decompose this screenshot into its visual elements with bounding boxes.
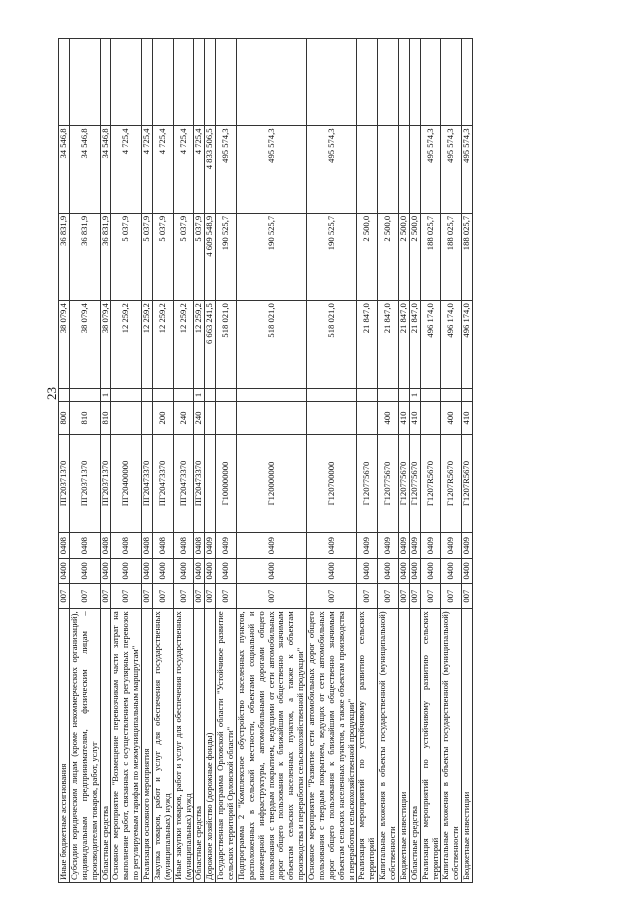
- row-amount-4: [357, 39, 378, 126]
- row-target-article: Г120775670: [357, 434, 378, 533]
- row-amount-2: 5 037,9: [111, 213, 142, 300]
- row-amount-3: [409, 126, 420, 213]
- row-amount-2: 188 025,7: [441, 213, 462, 300]
- row-amount-3: [378, 126, 399, 213]
- row-amount-4: [398, 39, 409, 126]
- row-section: 0400: [420, 558, 441, 583]
- row-grbs: 007: [357, 584, 378, 609]
- row-amount-4: [378, 39, 399, 126]
- row-subsection: 0408: [173, 533, 194, 558]
- row-amount-2: 2 500,0: [378, 213, 399, 300]
- row-source-flag: [111, 388, 142, 402]
- row-grbs: 007: [236, 584, 306, 609]
- row-name: Бюджетные инвестиции: [398, 609, 409, 883]
- row-amount-2: 188 025,7: [462, 213, 473, 300]
- row-amount-2: 5 037,9: [152, 213, 173, 300]
- row-expense-type: 810: [69, 402, 100, 434]
- row-subsection: 0408: [142, 533, 153, 558]
- row-amount-3: 495 574,3: [307, 126, 357, 213]
- row-amount-1: 12 259,2: [194, 301, 205, 388]
- row-expense-type: [236, 402, 306, 434]
- row-subsection: 0409: [462, 533, 473, 558]
- row-amount-4: [152, 39, 173, 126]
- row-name: Иные бюджетные ассигнования: [59, 609, 70, 883]
- row-target-article: ПГ20371370: [69, 434, 100, 533]
- row-amount-4: [142, 39, 153, 126]
- table-row: [216, 39, 237, 883]
- row-name: Реализация мероприятий по устойчивому развитию сельских территорий: [357, 609, 378, 883]
- table-row: [111, 39, 142, 883]
- row-expense-type: 410: [462, 402, 473, 434]
- row-amount-4: [441, 39, 462, 126]
- row-amount-1: 21 847,0: [398, 301, 409, 388]
- row-amount-1: 38 079,4: [59, 301, 70, 388]
- row-amount-3: 34 546,8: [100, 126, 111, 213]
- row-amount-4: [409, 39, 420, 126]
- table-row: [378, 39, 399, 883]
- row-source-flag: [69, 388, 100, 402]
- row-expense-type: [420, 402, 441, 434]
- row-section: 0400: [441, 558, 462, 583]
- row-section: 0400: [205, 558, 216, 583]
- row-amount-3: 495 574,3: [441, 126, 462, 213]
- row-name: Государственная программа Орловской области "Устойчивое развитие сельских территорий Орловской области": [216, 609, 237, 883]
- row-target-article: ПГ20473370: [194, 434, 205, 533]
- row-source-flag: [236, 388, 306, 402]
- row-target-article: ПГ20371370: [59, 434, 70, 533]
- row-section: 0400: [173, 558, 194, 583]
- row-expense-type: 240: [194, 402, 205, 434]
- table-body: [59, 39, 473, 883]
- row-amount-3: [357, 126, 378, 213]
- row-section: 0400: [59, 558, 70, 583]
- row-expense-type: 240: [173, 402, 194, 434]
- row-grbs: 007: [307, 584, 357, 609]
- row-section: 0400: [142, 558, 153, 583]
- row-amount-3: 4 725,4: [173, 126, 194, 213]
- row-expense-type: 410: [398, 402, 409, 434]
- table-row: [152, 39, 173, 883]
- row-subsection: 0408: [59, 533, 70, 558]
- row-amount-3: 495 574,3: [216, 126, 237, 213]
- row-subsection: 0409: [409, 533, 420, 558]
- row-target-article: Г1207R5670: [441, 434, 462, 533]
- row-amount-1: 518 021,0: [307, 301, 357, 388]
- row-amount-2: 36 831,9: [59, 213, 70, 300]
- row-target-article: Г100000000: [216, 434, 237, 533]
- row-name: Закупка товаров, работ и услуг для обеспечения государственных (муниципальных) нужд: [152, 609, 173, 883]
- row-amount-3: 495 574,3: [236, 126, 306, 213]
- row-subsection: 0409: [378, 533, 399, 558]
- row-amount-2: 5 037,9: [142, 213, 153, 300]
- row-grbs: 007: [142, 584, 153, 609]
- row-amount-3: [398, 126, 409, 213]
- row-grbs: 007: [59, 584, 70, 609]
- row-target-article: ПГ20473370: [152, 434, 173, 533]
- row-name: Основное мероприятие "Развитие сети автомобильных дорог общего пользования с твердым покрытием, ведущих от сети автомобильных дорог общего пользования к ближайшим общественно значимым объектам сельских населенных пунктов, а также объектам производства и переработки сельскохозяйственной продукции": [307, 609, 357, 883]
- row-amount-1: 38 079,4: [100, 301, 111, 388]
- row-expense-type: [111, 402, 142, 434]
- row-target-article: ПГ20400000: [111, 434, 142, 533]
- row-grbs: 007: [398, 584, 409, 609]
- row-expense-type: 200: [152, 402, 173, 434]
- row-source-flag: [142, 388, 153, 402]
- row-target-article: Г1207R5670: [462, 434, 473, 533]
- row-amount-1: 12 259,2: [111, 301, 142, 388]
- table-row: [398, 39, 409, 883]
- row-grbs: 007: [420, 584, 441, 609]
- row-section: 0400: [378, 558, 399, 583]
- row-expense-type: [357, 402, 378, 434]
- row-name: Областные средства: [409, 609, 420, 883]
- row-name: Иные закупки товаров, работ и услуг для обеспечения государственных (муниципальных) нужд: [173, 609, 194, 883]
- row-source-flag: [441, 388, 462, 402]
- row-amount-4: [420, 39, 441, 126]
- row-grbs: 007: [100, 584, 111, 609]
- row-grbs: 007: [194, 584, 205, 609]
- row-section: 0400: [409, 558, 420, 583]
- row-subsection: 0408: [100, 533, 111, 558]
- table-row: [100, 39, 111, 883]
- row-source-flag: [307, 388, 357, 402]
- row-target-article: Г1207R5670: [420, 434, 441, 533]
- row-amount-4: [59, 39, 70, 126]
- row-amount-2: 2 500,0: [398, 213, 409, 300]
- row-target-article: [205, 434, 216, 533]
- row-grbs: 007: [152, 584, 173, 609]
- row-expense-type: 410: [409, 402, 420, 434]
- row-source-flag: 1: [100, 388, 111, 402]
- budget-table: [58, 38, 473, 883]
- table-row: [59, 39, 70, 883]
- row-amount-1: 496 174,0: [420, 301, 441, 388]
- row-amount-1: 12 259,2: [173, 301, 194, 388]
- row-target-article: Г120000000: [236, 434, 306, 533]
- row-section: 0400: [462, 558, 473, 583]
- row-source-flag: [173, 388, 194, 402]
- row-section: 0400: [307, 558, 357, 583]
- row-amount-3: 4 725,4: [142, 126, 153, 213]
- row-amount-3: 4 833 506,5: [205, 126, 216, 213]
- row-amount-1: 518 021,0: [216, 301, 237, 388]
- table-row: [173, 39, 194, 883]
- row-amount-4: [194, 39, 205, 126]
- row-amount-3: 4 725,4: [152, 126, 173, 213]
- table-row: [236, 39, 306, 883]
- row-expense-type: [142, 402, 153, 434]
- row-amount-2: 2 500,0: [409, 213, 420, 300]
- row-grbs: 007: [462, 584, 473, 609]
- table-row: [441, 39, 462, 883]
- row-grbs: 007: [205, 584, 216, 609]
- row-amount-3: 495 574,3: [462, 126, 473, 213]
- row-amount-1: 518 021,0: [236, 301, 306, 388]
- row-amount-4: [69, 39, 100, 126]
- row-amount-2: 190 525,7: [307, 213, 357, 300]
- row-section: 0400: [194, 558, 205, 583]
- row-grbs: 007: [173, 584, 194, 609]
- row-section: 0400: [216, 558, 237, 583]
- row-amount-4: [462, 39, 473, 126]
- row-amount-1: 12 259,2: [142, 301, 153, 388]
- row-amount-2: 36 831,9: [100, 213, 111, 300]
- row-subsection: 0409: [205, 533, 216, 558]
- table-row: [462, 39, 473, 883]
- row-amount-2: 36 831,9: [69, 213, 100, 300]
- table-row: [357, 39, 378, 883]
- row-amount-2: 188 025,7: [420, 213, 441, 300]
- table-row: [194, 39, 205, 883]
- row-subsection: 0409: [420, 533, 441, 558]
- table-row: [420, 39, 441, 883]
- row-subsection: 0408: [152, 533, 173, 558]
- row-source-flag: 1: [194, 388, 205, 402]
- row-expense-type: [216, 402, 237, 434]
- row-section: 0400: [357, 558, 378, 583]
- row-subsection: 0408: [69, 533, 100, 558]
- row-amount-3: 34 546,8: [59, 126, 70, 213]
- row-grbs: 007: [216, 584, 237, 609]
- row-grbs: 007: [111, 584, 142, 609]
- row-source-flag: [462, 388, 473, 402]
- row-amount-1: 21 847,0: [409, 301, 420, 388]
- row-source-flag: [357, 388, 378, 402]
- row-section: 0400: [69, 558, 100, 583]
- row-amount-4: [100, 39, 111, 126]
- row-amount-2: 4 609 548,9: [205, 213, 216, 300]
- row-target-article: Г120700000: [307, 434, 357, 533]
- row-amount-2: 5 037,9: [173, 213, 194, 300]
- row-section: 0400: [111, 558, 142, 583]
- row-grbs: 007: [409, 584, 420, 609]
- row-subsection: 0409: [357, 533, 378, 558]
- row-amount-3: 4 725,4: [194, 126, 205, 213]
- row-target-article: ПГ20371370: [100, 434, 111, 533]
- table-row: [307, 39, 357, 883]
- table-row: [142, 39, 153, 883]
- row-subsection: 0409: [307, 533, 357, 558]
- row-expense-type: 800: [59, 402, 70, 434]
- row-section: 0400: [236, 558, 306, 583]
- row-amount-4: [205, 39, 216, 126]
- row-amount-4: [111, 39, 142, 126]
- row-target-article: ПГ20473370: [173, 434, 194, 533]
- row-source-flag: [420, 388, 441, 402]
- row-name: Областные средства: [194, 609, 205, 883]
- row-target-article: Г120775670: [398, 434, 409, 533]
- table-row: [409, 39, 420, 883]
- row-name: Основное мероприятие "Возмещение перевозчикам части затрат на выполнение работ, связанных с осуществлением регулярных перевозок по регулируемым тарифам по межмуниципальным маршрутам": [111, 609, 142, 883]
- row-subsection: 0408: [194, 533, 205, 558]
- row-amount-3: 4 725,4: [111, 126, 142, 213]
- row-subsection: 0409: [398, 533, 409, 558]
- row-amount-3: 34 546,8: [69, 126, 100, 213]
- row-name: Субсидии юридическим лицам (кроме некоммерческих организаций), индивидуальным предпринимателям, физическим лицам – производителям товаров, работ, услуг: [69, 609, 100, 883]
- row-grbs: 007: [378, 584, 399, 609]
- row-expense-type: [205, 402, 216, 434]
- rotated-table-container: [58, 38, 578, 883]
- table-row: [69, 39, 100, 883]
- row-amount-4: [307, 39, 357, 126]
- row-amount-1: 38 079,4: [69, 301, 100, 388]
- row-amount-2: 190 525,7: [236, 213, 306, 300]
- row-subsection: 0409: [441, 533, 462, 558]
- row-amount-1: 21 847,0: [357, 301, 378, 388]
- row-amount-2: 2 500,0: [357, 213, 378, 300]
- page-number: 23: [44, 387, 59, 400]
- row-name: Бюджетные инвестиции: [462, 609, 473, 883]
- row-section: 0400: [152, 558, 173, 583]
- row-name: Реализация мероприятий по устойчивому развитию сельских территорий: [420, 609, 441, 883]
- row-source-flag: [205, 388, 216, 402]
- row-amount-1: 21 847,0: [378, 301, 399, 388]
- row-amount-4: [173, 39, 194, 126]
- row-amount-1: 496 174,0: [462, 301, 473, 388]
- table-row: [205, 39, 216, 883]
- row-name: Подпрограмма 2 "Комплексное обустройство населенных пунктов, расположенных в сельской местности, объектами социальной и инженерной инфраструктуры, автомобильными дорогами общего пользования с твердым покрытием, ведущими от сети автомобильных дорог общего пользования к ближайшим общественно значимым объектам сельских населенных пунктов, а также к объектам производства и переработки сельскохозяйственной продукции": [236, 609, 306, 883]
- row-expense-type: 400: [378, 402, 399, 434]
- row-name: Дорожное хозяйство (дорожные фонды): [205, 609, 216, 883]
- row-grbs: 007: [69, 584, 100, 609]
- row-amount-3: 495 574,3: [420, 126, 441, 213]
- row-amount-1: 6 663 241,5: [205, 301, 216, 388]
- row-expense-type: 810: [100, 402, 111, 434]
- row-subsection: 0409: [236, 533, 306, 558]
- row-subsection: 0409: [216, 533, 237, 558]
- row-source-flag: [59, 388, 70, 402]
- row-section: 0400: [398, 558, 409, 583]
- row-target-article: Г120775670: [378, 434, 399, 533]
- row-subsection: 0408: [111, 533, 142, 558]
- row-source-flag: [216, 388, 237, 402]
- row-grbs: 007: [441, 584, 462, 609]
- row-target-article: Г120775670: [409, 434, 420, 533]
- row-amount-4: [216, 39, 237, 126]
- row-amount-2: 190 525,7: [216, 213, 237, 300]
- row-name: Реализация основного мероприятия: [142, 609, 153, 883]
- row-source-flag: 1: [409, 388, 420, 402]
- row-name: Капитальные вложения в объекты государственной (муниципальной) собственности: [378, 609, 399, 883]
- row-expense-type: 400: [441, 402, 462, 434]
- row-section: 0400: [100, 558, 111, 583]
- row-source-flag: [398, 388, 409, 402]
- row-amount-1: 12 259,2: [152, 301, 173, 388]
- row-amount-2: 5 037,9: [194, 213, 205, 300]
- row-amount-1: 496 174,0: [441, 301, 462, 388]
- row-expense-type: [307, 402, 357, 434]
- row-source-flag: [378, 388, 399, 402]
- row-name: Капитальные вложения в объекты государственной (муниципальной) собственности: [441, 609, 462, 883]
- row-name: Областные средства: [100, 609, 111, 883]
- row-target-article: ПГ20473370: [142, 434, 153, 533]
- row-source-flag: [152, 388, 173, 402]
- row-amount-4: [236, 39, 306, 126]
